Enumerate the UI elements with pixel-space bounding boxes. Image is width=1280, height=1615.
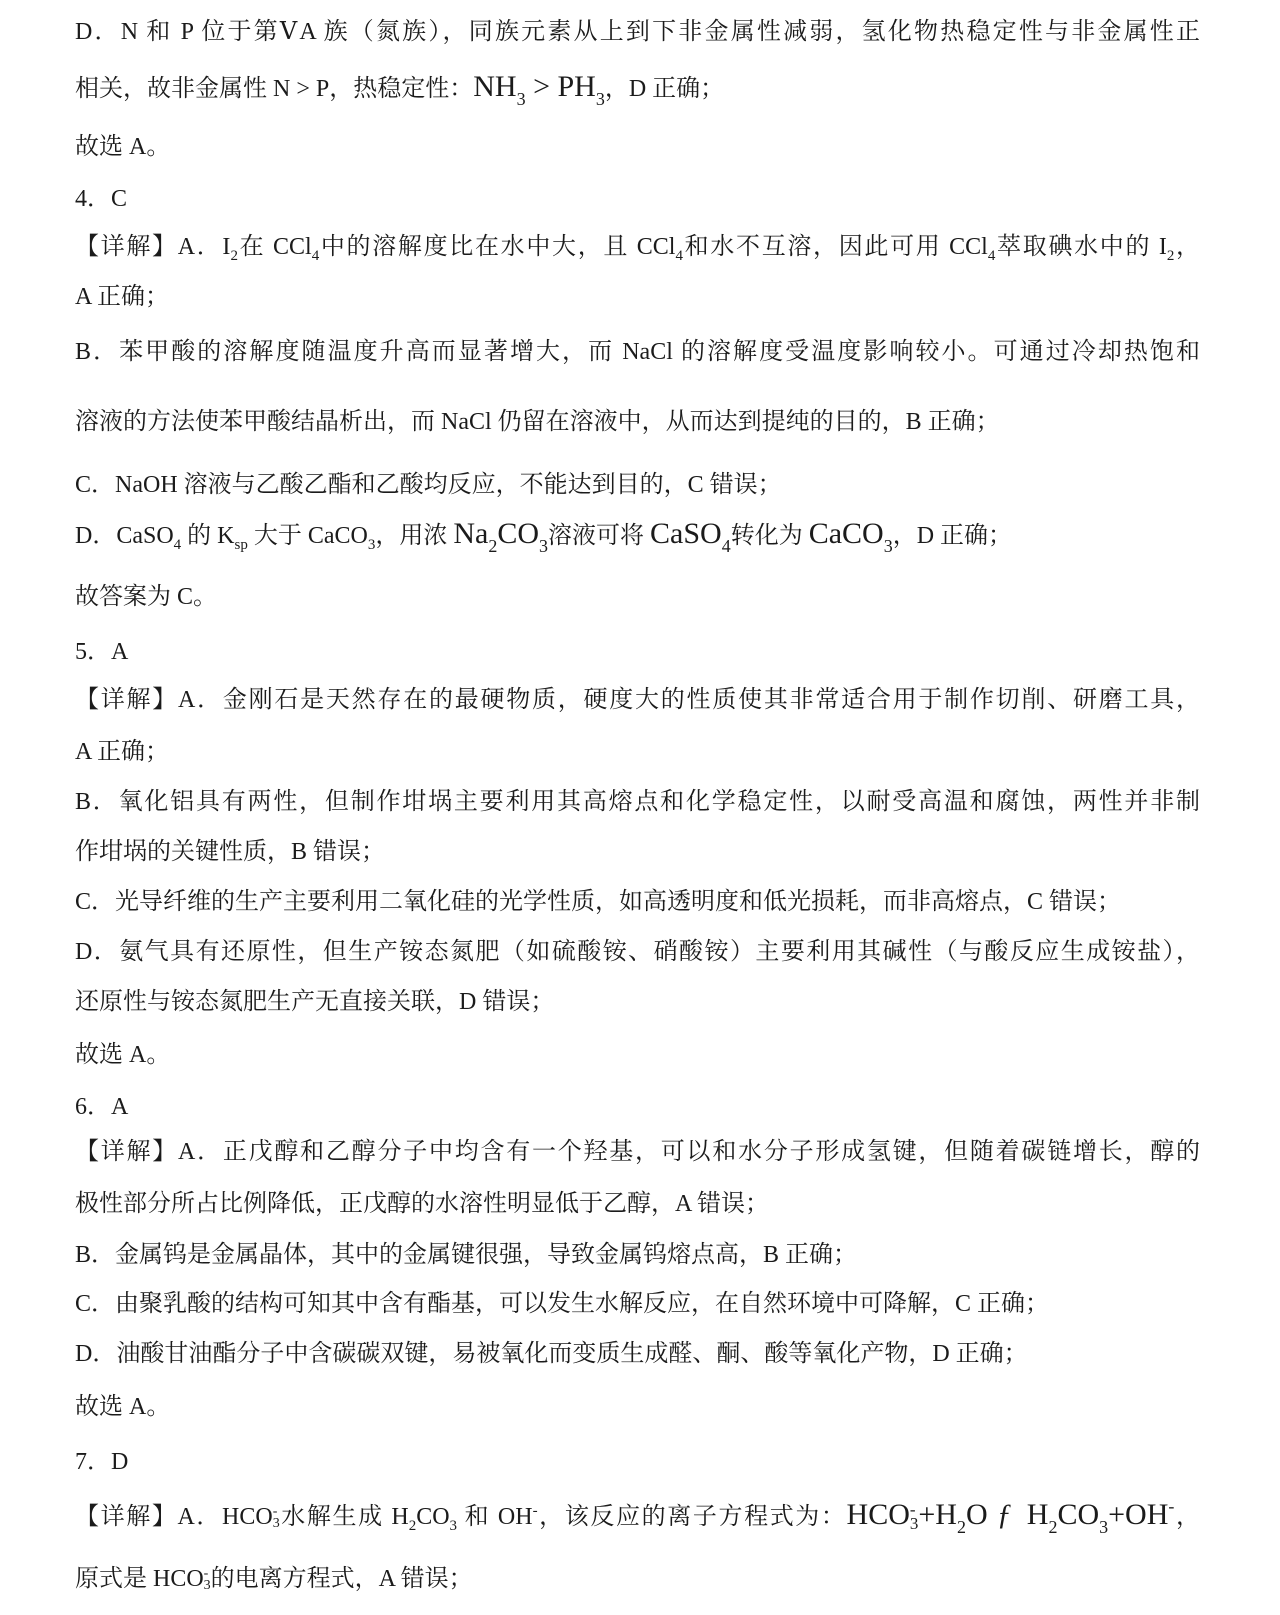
text-run: 2 <box>230 248 238 264</box>
text-run: 极性部分所占比例降低，正戊醇的水溶性明显低于乙醇，A 错误； <box>75 1191 770 1217</box>
document-line <box>75 280 1200 314</box>
text-run: 在 CCl <box>237 234 312 260</box>
text-run: 水解生成 H <box>279 1504 409 1530</box>
text-run: 3 <box>1099 1517 1109 1537</box>
text-run: D．N 和 P 位于第ⅤA 族（氮族），同族元素从上到下非金属性减弱，氢化物热稳定性与非金属性正 <box>75 19 1200 45</box>
document-line <box>75 1187 1200 1221</box>
text-run: 3 <box>449 1518 458 1534</box>
document-line <box>75 468 1200 502</box>
document-line <box>75 1337 1200 1371</box>
document-line <box>75 70 1200 109</box>
stacked-superscript: - <box>909 1500 916 1519</box>
text-run: ，D 正确； <box>892 523 1013 549</box>
text-run: C．NaOH 溶液与乙酸乙酯和乙酸均反应，不能达到目的，C 错误； <box>75 472 782 498</box>
text-run: C．由聚乳酸的结构可知其中含有酯基，可以发生水解反应，在自然环境中可降解，C 正确； <box>75 1291 1050 1317</box>
document-line <box>75 1135 1200 1169</box>
text-run: ， <box>1174 234 1201 260</box>
text-run: 故答案为 C。 <box>75 584 218 610</box>
text-run: HCO <box>846 1498 910 1531</box>
document-line <box>75 182 1200 216</box>
text-run: ，该反应的离子方程式为： <box>537 1504 847 1530</box>
text-run: 2 <box>956 1517 966 1537</box>
document-line <box>75 130 1200 164</box>
text-run: 2 <box>1048 1517 1058 1537</box>
text-run: 4 <box>173 537 182 553</box>
text-run: ， <box>1174 1504 1200 1530</box>
text-run: 2 <box>408 1518 417 1534</box>
text-run: 3 <box>516 89 526 109</box>
text-run: 4 <box>311 248 320 264</box>
text-run: CO <box>1057 1498 1100 1531</box>
text-run: 【详解】A．金刚石是天然存在的最硬物质，硬度大的性质使其非常适合用于制作切削、研磨工具， <box>75 687 1200 713</box>
text-run: 的 K <box>181 523 235 549</box>
text-run: 溶液的方法使苯甲酸结晶析出，而 NaCl 仍留在溶液中，从而达到提纯的目的，B 正确； <box>75 409 1000 435</box>
text-run: Na <box>453 517 489 550</box>
text-run: 3 <box>595 89 605 109</box>
document-line <box>75 1038 1200 1072</box>
text-run: B．氧化铝具有两性，但制作坩埚主要利用其高熔点和化学稳定性，以耐受高温和腐蚀，两性并非制 <box>75 789 1200 815</box>
document-line <box>75 1445 1200 1479</box>
text-run: 和 OH <box>457 1504 533 1530</box>
text-run: > PH <box>525 70 596 103</box>
stacked-subscript: 3 <box>909 1514 919 1533</box>
text-run: 4 <box>987 248 996 264</box>
text-run: 和水不互溶，因此可用 CCl <box>682 234 988 260</box>
text-run: ，用浓 <box>375 523 454 549</box>
text-run: 4 <box>675 248 683 264</box>
document-line <box>75 15 1200 49</box>
text-run: 【详解】A．HCO <box>75 1504 273 1530</box>
document-line <box>75 835 1200 869</box>
text-run: sp <box>234 537 248 553</box>
document-line <box>75 1496 1200 1537</box>
text-run: CO <box>416 1504 450 1530</box>
document-line <box>75 885 1200 919</box>
text-run: CaCO <box>808 517 884 550</box>
text-run: A 正确； <box>75 739 170 765</box>
document-line <box>75 230 1200 264</box>
document-line <box>75 635 1200 669</box>
text-run: 3 <box>883 536 893 556</box>
text-run: 大于 CaCO <box>247 523 368 549</box>
text-run: 中的溶解度比在水中大，且 CCl <box>319 234 676 260</box>
text-run: 【详解】A．I <box>75 234 231 260</box>
document-line <box>75 683 1200 717</box>
text-run: 6．A <box>75 1094 129 1120</box>
text-run: 溶液可将 <box>548 523 651 549</box>
document-line <box>75 405 1200 439</box>
document-line <box>75 1287 1200 1321</box>
text-run: D．油酸甘油酯分子中含碳碳双键，易被氧化而变质生成醛、酮、酸等氧化产物，D 正确； <box>75 1341 1028 1367</box>
text-run: ，D 正确； <box>604 76 725 102</box>
text-run: O <box>965 1498 997 1531</box>
text-run: B．苯甲酸的溶解度随温度升高而显著增大，而 NaCl 的溶解度受温度影响较小。可通过冷却热饱和 <box>75 339 1200 365</box>
text-run: 3 <box>367 537 376 553</box>
document-line <box>75 1238 1200 1272</box>
text-run: 故选 A。 <box>75 1042 171 1068</box>
document-line <box>75 1562 1200 1596</box>
text-run: 2 <box>488 536 498 556</box>
text-run: D．CaSO <box>75 523 174 549</box>
stacked-subscript: 3 <box>272 1516 280 1531</box>
text-run: C．光导纤维的生产主要利用二氧化硅的光学性质，如高透明度和低光损耗，而非高熔点，C 错误； <box>75 889 1122 915</box>
text-run: A 正确； <box>75 284 170 310</box>
text-run: - <box>532 1503 538 1519</box>
text-run: 作坩埚的关键性质，B 错误； <box>75 839 386 865</box>
document-line <box>75 580 1200 614</box>
text-run <box>273 1506 280 1530</box>
text-run: 萃取碘水中的 I <box>995 234 1167 260</box>
document-line <box>75 1390 1200 1424</box>
text-run: 故选 A。 <box>75 134 171 160</box>
text-run: 2 <box>1166 248 1175 264</box>
text-run: 7．D <box>75 1449 129 1475</box>
stacked-superscript: - <box>272 1504 278 1519</box>
text-run: ƒ <box>996 1498 1012 1531</box>
text-run: 转化为 <box>730 523 809 549</box>
text-run: - <box>1168 1496 1175 1516</box>
document-line <box>75 735 1200 769</box>
text-run: NH <box>473 70 517 103</box>
text-run: 还原性与铵态氮肥生产无直接关联，D 错误； <box>75 989 555 1015</box>
text-run: +H <box>918 1498 957 1531</box>
text-run: D．氨气具有还原性，但生产铵态氮肥（如硫酸铵、硝酸铵）主要利用其碱性（与酸反应生成铵盐）， <box>75 939 1200 965</box>
stacked-superscript: - <box>203 1566 209 1581</box>
document-line <box>75 335 1200 369</box>
text-run: +OH <box>1108 1498 1169 1531</box>
text-run: 5．A <box>75 639 129 665</box>
text-run: 3 <box>539 536 549 556</box>
text-run: CO <box>497 517 540 550</box>
text-run: H <box>1011 1498 1049 1531</box>
stacked-subscript: 3 <box>203 1578 211 1593</box>
document-line <box>75 785 1200 819</box>
text-run: CaSO <box>650 517 722 550</box>
text-run: 的电离方程式，A 错误； <box>210 1566 473 1592</box>
document-line <box>75 935 1200 969</box>
text-run <box>204 1568 211 1592</box>
document-line <box>75 1090 1200 1124</box>
text-run: 相关，故非金属性 N > P，热稳定性： <box>75 76 474 102</box>
text-run: 4．C <box>75 186 128 212</box>
text-run: 【详解】A．正戊醇和乙醇分子中均含有一个羟基，可以和水分子形成氢键，但随着碳链增长，醇的 <box>75 1139 1200 1165</box>
text-run: 故选 A。 <box>75 1394 171 1420</box>
text-run: 4 <box>721 536 731 556</box>
document-line <box>75 985 1200 1019</box>
text-run: B．金属钨是金属晶体，其中的金属键很强，导致金属钨熔点高，B 正确； <box>75 1242 858 1268</box>
document-line <box>75 517 1200 556</box>
text-run: 原式是 HCO <box>75 1566 204 1592</box>
